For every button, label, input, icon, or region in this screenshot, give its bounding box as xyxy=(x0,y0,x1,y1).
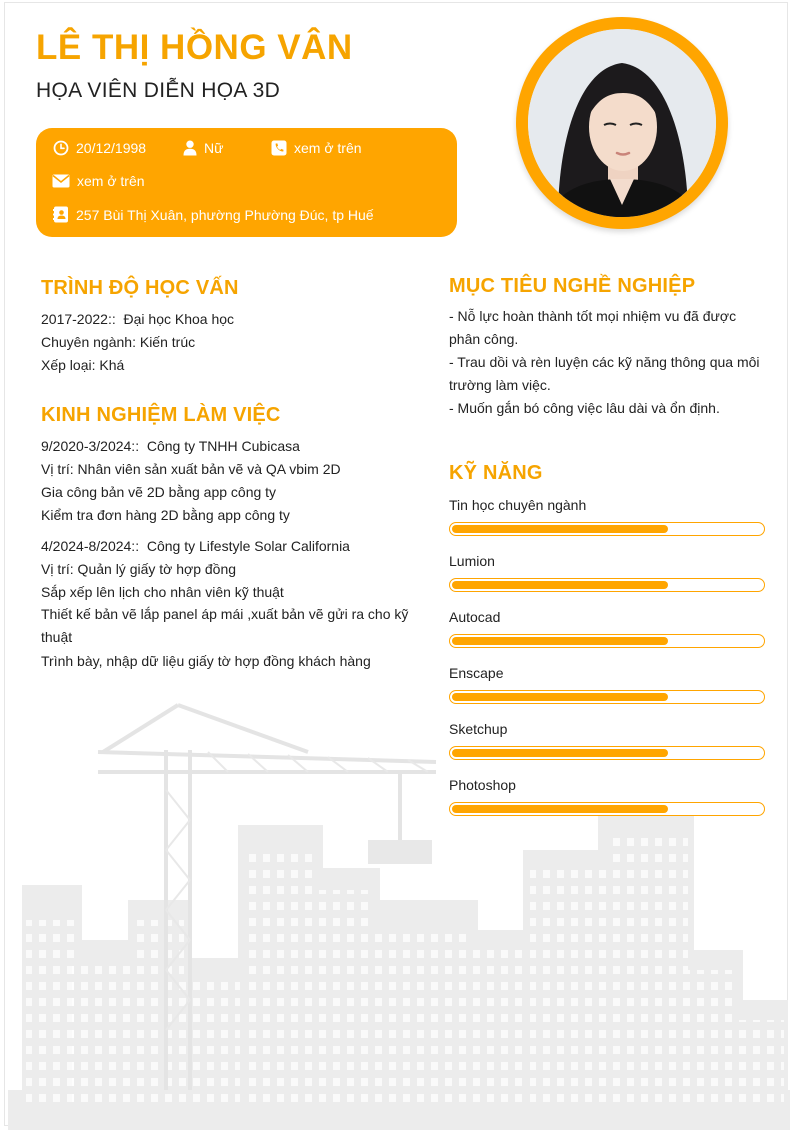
profile-photo-frame xyxy=(516,17,728,229)
gender-item xyxy=(183,140,223,156)
address-book-icon xyxy=(53,206,69,223)
job-company: Công ty TNHH Cubicasa xyxy=(146,438,300,454)
skill-bar-fill xyxy=(452,693,668,701)
email-value: xem ở trên xyxy=(77,173,145,189)
candidate-name: LÊ THỊ HỒNG VÂN xyxy=(36,28,353,67)
skill-bar-fill xyxy=(452,805,668,813)
address-value: 257 Bùi Thị Xuân, phường Phường Đúc, tp Huế xyxy=(76,206,374,223)
skill-name: Photoshop xyxy=(449,777,516,793)
skill-name: Enscape xyxy=(449,665,504,681)
education-school: Đại học Khoa học xyxy=(123,311,235,327)
major-label: Chuyên ngành: xyxy=(41,334,136,350)
objective-heading: MỤC TIÊU NGHỀ NGHIỆP xyxy=(449,275,696,297)
skill-bar-fill xyxy=(452,525,668,533)
education-period: 2017-2022:: xyxy=(41,311,116,327)
job-detail: Thiết kế bản vẽ lắp panel áp mái ,xuất bản vẽ gửi ra cho kỹ thuật xyxy=(41,606,409,645)
user-icon xyxy=(183,140,197,156)
rank-label: Xếp loại: xyxy=(41,357,96,373)
clock-icon xyxy=(53,140,69,156)
email-item xyxy=(52,173,145,189)
skills-heading: KỸ NĂNG xyxy=(449,462,543,484)
job-period: 9/2020-3/2024:: xyxy=(41,438,140,454)
job-detail: Vị trí: Nhân viên sản xuất bản vẽ và QA vbim 2D xyxy=(41,461,341,477)
major-value: Kiến trúc xyxy=(139,334,196,350)
skill-bar xyxy=(449,802,765,816)
skill-name: Sketchup xyxy=(449,721,508,737)
skill-name: Autocad xyxy=(449,609,501,625)
skill-bar-fill xyxy=(452,581,668,589)
job-detail: Vị trí: Quản lý giấy tờ hợp đồng xyxy=(41,561,237,577)
skill-bar xyxy=(449,578,765,592)
job-company: Công ty Lifestyle Solar California xyxy=(146,538,350,554)
phone-icon xyxy=(271,140,287,156)
skill-bar-fill xyxy=(452,637,668,645)
objective-item: - Trau dồi và rèn luyện các kỹ năng thông qua môi trường làm việc. xyxy=(449,354,760,393)
skill-name: Lumion xyxy=(449,553,495,569)
envelope-icon xyxy=(52,174,70,188)
experience-heading: KINH NGHIỆM LÀM VIỆC xyxy=(41,404,281,426)
birthday-value: 20/12/1998 xyxy=(76,140,147,156)
education-major xyxy=(41,334,195,350)
birthday-item xyxy=(53,140,146,156)
job-detail: Kiểm tra đơn hàng 2D bằng app công ty xyxy=(41,507,290,523)
skill-bar xyxy=(449,690,765,704)
objective-item: - Muốn gắn bó công việc lâu dài và ổn định. xyxy=(449,400,720,416)
job-title: HỌA VIÊN DIỄN HỌA 3D xyxy=(36,79,281,102)
skill-bar xyxy=(449,634,765,648)
skill-bar xyxy=(449,746,765,760)
job-period: 4/2024-8/2024:: xyxy=(41,538,140,554)
education-rank xyxy=(41,357,124,373)
objective-item: - Nỗ lực hoàn thành tốt mọi nhiệm vu đã được phân công. xyxy=(449,308,737,347)
profile-photo xyxy=(528,29,716,217)
gender-value: Nữ xyxy=(204,140,224,156)
job-header xyxy=(41,538,350,554)
skill-name: Tin học chuyên ngành xyxy=(449,497,587,513)
job-detail: Sắp xếp lên lịch cho nhân viên kỹ thuật xyxy=(41,584,284,600)
phone-value: xem ở trên xyxy=(294,140,362,156)
education-line xyxy=(41,311,234,327)
job-detail: Gia công bản vẽ 2D bằng app công ty xyxy=(41,484,277,500)
education-heading: TRÌNH ĐỘ HỌC VẤN xyxy=(41,277,239,299)
address-item xyxy=(53,206,374,223)
phone-item xyxy=(271,140,362,156)
portrait-image xyxy=(528,29,716,217)
skill-bar-fill xyxy=(452,749,668,757)
job-detail: Trình bày, nhập dữ liệu giấy tờ hợp đồng khách hàng xyxy=(41,653,371,669)
rank-value: Khá xyxy=(99,357,125,373)
skill-bar xyxy=(449,522,765,536)
contact-panel xyxy=(36,128,457,237)
job-header xyxy=(41,438,300,454)
